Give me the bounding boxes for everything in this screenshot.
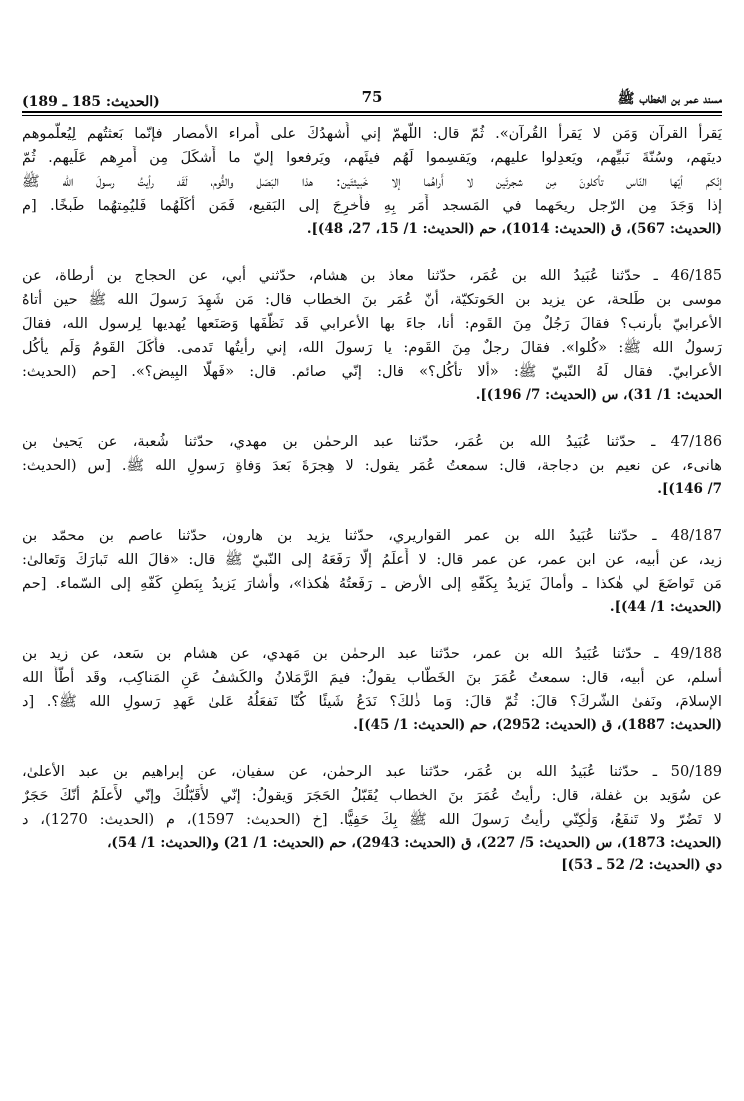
page-body [22, 122, 722, 876]
text-line: رَسولُ الله ﷺ: «كُلوا». فقالَ رجلٌ مِنَ القَوم: يا رَسولَ الله، إني رأيتُها تَدمى. فأَكَلَ القَومُ وَلَم يأكُل [22, 339, 722, 356]
text-line: لا تَضُرّ ولا تَنفَعُ، وَلٰكِنّي رأيتُ رَسولَ الله ﷺ بِكَ حَفِيًّا. [خ (الحديث: 1597)، م (الحديث: 1270)، د [22, 811, 722, 828]
running-title: مسند عمر بن الخطاب ﷺ [617, 91, 722, 107]
text-line: مَن تَواضَعَ لي هٰكذا ـ وأمالَ يَزيدُ بِكَفّهِ إلى الأرض ـ رَفَعتُهُ هٰكذا»، وأشارَ يَزيدُ بِبَطنِ كَفّهِ إلى السّماء. [حم [22, 575, 722, 592]
reference-line: (الحديث: 1/ 44)]. [609, 599, 722, 615]
page-header [22, 84, 722, 110]
text-line: إنّكم أيّها النّاس تأكلونَ مِن شجرتَين لا أَراهُما إلا خَبيثتَين: هذا البَصَل والثُّوم، لَقَد رأيتُ رسولَ الله ﷺ [22, 173, 722, 190]
text-line: زيد، عن أبيه، عن ابن عمر، عن عمر قال: لا أَعلَمُ إلّا رَفَعَهُ إلى النّبيّ ﷺ قال: «قالَ الله تَبارَكَ وَتَعالىٰ: [22, 551, 722, 568]
page-number: 75 [361, 88, 383, 106]
reference-line: الحديث: 1/ 31)، س (الحديث: 7/ 196)]. [475, 387, 722, 403]
text-line: موسى بن طَلحة، عن يزيد بن الحَوتكيّة، أنّ عُمَر بنَ الخطاب قال: مَن شَهِدَ رَسولَ الله ﷺ حين أتاهُ [22, 291, 722, 308]
reference-line: (الحديث: 1887)، ق (الحديث: 2952)، حم (الحديث: 1/ 45)]. [353, 717, 722, 733]
hadith-block [22, 264, 722, 406]
text-line: الأعرابيّ. فقال لَهُ النّبيّ ﷺ: «ألا تأكُل؟» قال: إنّي صائم. قال: «فَهلّا البِيض؟». [حم (الحديث: [22, 363, 722, 380]
text-line: الأعرابيّ بأرنب؟ فقالَ رَجُلٌ مِنَ القَوم: أنا، جاءَ بها الأعرابي قَد نَظّفَها وَصَنَعها يُهديها لِرسول الله، فقالَ [22, 315, 722, 332]
hadith-block [22, 524, 722, 618]
reference-line: (الحديث: 567)، ق (الحديث: 1014)، حم (الحديث: 1/ 15، 27، 48)]. [306, 221, 722, 237]
text-line: عن سُوَيد بن غفلة، قال: رأيتُ عُمَرَ بنَ الخطاب يُقَبّلُ الحَجَرَ وَيقولُ: إنّي لأُقَبّلُكَ وإنّي لأَعلَمُ أنّكَ حَجَرٌ [22, 787, 722, 804]
reference-line: (الحديث: 1873)، س (الحديث: 5/ 227)، ق (الحديث: 2943)، حم (الحديث: 1/ 21) و(الحديث: 1/ 54)، [107, 835, 722, 851]
text-line: إذا وَجَدَ مِن الرّجل ريحَهما في المَسجد أَمَر بِهِ فأُخرِجَ إلى البَقيع، فَمَن أكَلَهُما فَليُمِتهُما طَبخًا. [م [22, 197, 722, 214]
hadith-block [22, 642, 722, 736]
text-line: 46/185 ـ حدّثنا عُبَيدُ الله بن عُمَر، حدّثنا معاذ بن هشام، حدّثني أبي، عن الحجاج بن أرطاة، عن [22, 267, 722, 284]
text-line: 49/188 ـ حدّثنا عُبَيدُ الله بن عمر، حدّثنا عبد الرحمٰن بن مَهدي، عن هشام بن سَعد، عن زيد بن [22, 645, 722, 662]
hadith-block [22, 122, 722, 240]
text-line: 47/186 ـ حدّثنا عُبَيدُ الله بن عُمَر، حدّثنا عبد الرحمٰن بن مهدي، حدّثنا شُعبة، عن يَحيىٰ بن [22, 433, 722, 450]
text-line: 50/189 ـ حدّثنا عُبَيدُ الله بن عُمَر، حدّثنا عبد الرحمٰن، عن سفيان، عن إبراهيم بن عبد الأعلىٰ، [22, 763, 722, 780]
reference-line: دي (الحديث: 2/ 52 ـ 53)] [561, 857, 722, 873]
hadith-block [22, 760, 722, 876]
text-line: 48/187 ـ حدّثنا عُبَيدُ الله بن عمر القواريري، حدّثنا يزيد بن هارون، حدّثنا عاصم بن محمّد بن [22, 527, 722, 544]
text-line: أسلم، عن أبيه، قال: سمعتُ عُمَرَ بنَ الخَطّاب يقولُ: فيمَ الرَّمَلانُ والكَشفُ عَنِ المَناكِب، وقَد أطّأَ الله [22, 669, 722, 686]
text-line: هانىء، عن نعيم بن دجاجة، قال: سمعتُ عُمَر يقول: لا هِجرَةَ بَعدَ وَفاةِ رَسولِ الله ﷺ. [س (الحديث: [22, 457, 722, 474]
text-line: يَقرأ القرآن وَمَن لا يَقرأ القُرآن». ثُمّ قال: اللّهمّ إني أُشهدُكَ على أُمراء الأمصار فإنّما بَعثتُهم لِيُعلّموهم [22, 125, 722, 142]
hadith-block [22, 430, 722, 500]
hadith-range: (الحديث: 185 ـ 189) [22, 94, 160, 110]
text-line: الإسلامَ، ونَفىٰ الشّركَ؟ قالَ: ثُمّ قالَ: وَما ذٰلكَ؟ نَدَعُ شَيئًا كُنّا نَفعَلُهُ عَلىٰ عَهدِ رَسولِ الله ﷺ؟. [د [22, 693, 722, 710]
reference-line: 7/ 146)]. [657, 481, 722, 497]
text-line: دينَهم، وسُنّةَ نَبيِّهم، ويَعدِلوا عليهم، ويَقسِموا لَهُم فيئَهم، ويَرفعوا إليّ ما أَشكَلَ مِن أَمرِهم عَلَيهم. ثُمّ [22, 149, 722, 166]
header-rule [22, 111, 722, 116]
